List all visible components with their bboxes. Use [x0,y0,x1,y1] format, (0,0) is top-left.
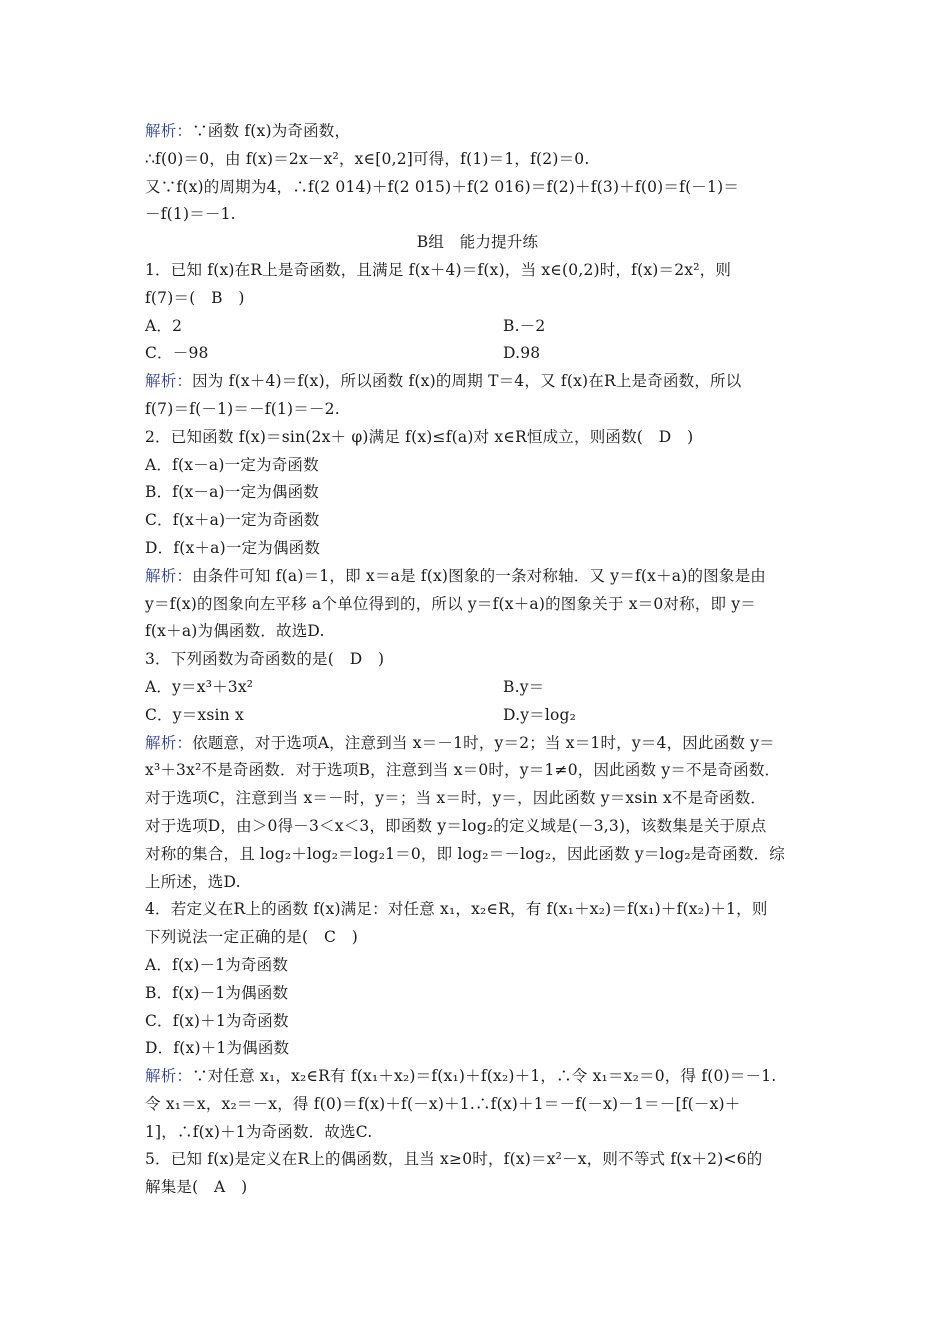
question-1-stem: f(7)＝( B ) [145,288,245,307]
option-d: D．f(x＋a)一定为偶函数 [145,538,321,557]
option-c: C．－98 [145,344,209,363]
analysis-line: 令 x₁＝x，x₂＝－x，得 f(0)＝f(x)＋f(－x)＋1.∴f(x)＋1＝－f(－x)－1＝－[f(－x)＋ [145,1094,741,1113]
question-4-stem: 4．若定义在R上的函数 f(x)满足：对任意 x₁，x₂∈R，有 f(x₁＋x₂)＝f(x₁)＋f(x₂)＋1，则 [145,900,768,919]
analysis-line: ∴f(0)＝0，由 f(x)＝2x－x²，x∈[0,2]可得，f(1)＝1，f(2)＝0. [145,149,590,168]
question-4-stem: 下列说法一定正确的是( C ) [145,928,358,947]
analysis-line: 对称的集合，且 log₂＋log₂＝log₂1＝0，即 log₂＝－log₂，因此函数 y＝log₂是奇函数．综 [145,844,786,863]
question-1-stem: 1．已知 f(x)在R上是奇函数，且满足 f(x＋4)＝f(x)，当 x∈(0,2)时，f(x)＝2x²，则 [145,260,732,279]
analysis-label: 解析： [145,1067,193,1086]
analysis-line: 对于选项D，由＞0得－3＜x＜3，即函数 y＝log₂的定义域是(－3,3)，该数集是关于原点 [145,816,767,835]
option-a: A．f(x)－1为奇函数 [145,955,289,974]
analysis-line: －f(1)＝－1. [145,205,236,224]
option-a: A．y＝x³＋3x² [145,677,254,696]
question-3-options [145,702,810,730]
analysis-label: 解析： [145,122,193,140]
option-c: C．f(x)＋1为奇函数 [145,1011,289,1030]
option-a: A．2 [145,316,183,335]
option-b: B.－2 [503,316,546,335]
analysis-label: 解析： [145,372,193,391]
analysis-line: 解析：依题意，对于选项A，注意到当 x＝－1时，y＝2；当 x＝1时，y＝4，因此函数 y＝ [145,733,775,752]
analysis-line: 上所述，选D. [145,872,241,891]
question-1-options [145,340,810,368]
option-a: A．f(x－a)一定为奇函数 [145,455,319,474]
option-d: D.y＝log₂ [503,705,577,724]
section-title: B组 能力提升练 [416,233,539,252]
analysis-line: f(7)＝f(－1)＝－f(1)＝－2. [145,399,340,418]
question-5-stem: 解集是( A ) [145,1178,248,1197]
question-3-options [145,674,810,702]
analysis-label: 解析： [145,733,193,752]
analysis-line: x³＋3x²不是奇函数．对于选项B，注意到当 x＝0时，y＝1≠0，因此函数 y＝不是奇函数． [145,761,781,780]
option-b: B．f(x－a)一定为偶函数 [145,483,320,502]
analysis-line: y＝f(x)的图象向左平移 a个单位得到的，所以 y＝f(x＋a)的图象关于 x＝0对称，即 y＝ [145,594,757,613]
option-d: D.98 [503,344,541,363]
option-c: C．f(x＋a)一定为奇函数 [145,511,320,530]
option-b: B.y＝ [503,677,545,696]
document-page [145,118,810,1202]
analysis-line: f(x＋a)为偶函数．故选D. [145,622,325,641]
option-c: C．y＝xsin x [145,705,244,724]
analysis-line: 又∵f(x)的周期为4，∴f(2 014)＋f(2 015)＋f(2 016)＝f(2)＋f(3)＋f(0)＝f(－1)＝ [145,177,740,196]
question-2-stem: 2．已知函数 f(x)＝sin(2x＋ φ)满足 f(x)≤f(a)对 x∈R恒成立，则函数( D ) [145,427,694,446]
analysis-line: 解析：∵对任意 x₁，x₂∈R有 f(x₁＋x₂)＝f(x₁)＋f(x₂)＋1，∴令 x₁＝x₂＝0，得 f(0)＝－1. [145,1067,777,1086]
analysis-line: 1]，∴f(x)＋1为奇函数．故选C. [145,1122,373,1141]
question-3-stem: 3．下列函数为奇函数的是( D ) [145,650,385,669]
analysis-line: 对于选项C，注意到当 x＝－时，y＝；当 x＝时，y＝，因此函数 y＝xsin x不是奇函数． [145,789,767,808]
option-d: D．f(x)＋1为偶函数 [145,1039,290,1058]
analysis-label: 解析： [145,566,193,585]
analysis-line: 解析：∵函数 f(x)为奇函数， [145,122,351,140]
question-5-stem: 5．已知 f(x)是定义在R上的偶函数，且当 x≥0时，f(x)＝x²－x，则不等式 f(x＋2)<6的 [145,1150,763,1169]
analysis-line: 解析：因为 f(x＋4)＝f(x)，所以函数 f(x)的周期 T＝4，又 f(x)在R上是奇函数，所以 [145,372,742,391]
option-b: B．f(x)－1为偶函数 [145,983,289,1002]
question-1-options [145,313,810,341]
analysis-line: 解析：由条件可知 f(a)＝1，即 x＝a是 f(x)图象的一条对称轴．又 y＝f(x＋a)的图象是由 [145,566,766,585]
